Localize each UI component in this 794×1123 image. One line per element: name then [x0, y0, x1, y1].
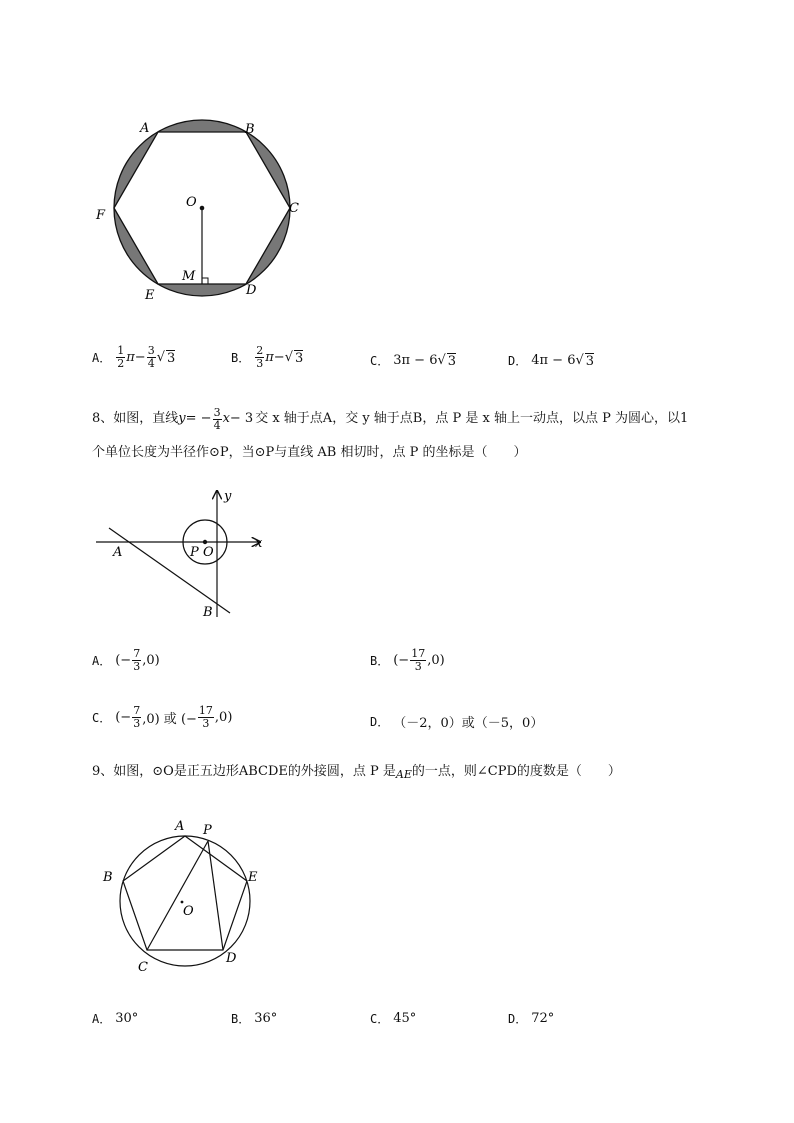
svg-text:D: D — [226, 951, 237, 966]
pentagon-circle-figure — [95, 810, 275, 975]
svg-text:x: x — [255, 536, 263, 551]
line-AB — [109, 528, 230, 613]
svg-text:O: O — [203, 545, 214, 560]
label-M: M — [182, 269, 196, 284]
label-C: C — [289, 201, 299, 216]
q7-option-c[interactable]: C． 3π − 6 √ 3 — [370, 353, 457, 369]
hexagon-circle-figure — [88, 115, 308, 310]
q8-option-c[interactable]: C． (− $\frac{7}{3}$ ,0) 或 (− $\frac{17}{3}$ ,0) — [92, 704, 233, 730]
svg-text:P: P — [203, 823, 212, 838]
svg-text:B: B — [103, 870, 113, 885]
q7-option-a[interactable]: A． $\frac{1}{2}$ π − $\frac{3}{4}$ √ 3 — [92, 344, 176, 370]
label-E: E — [145, 288, 155, 303]
svg-text:E: E — [248, 870, 258, 885]
label-D: D — [246, 283, 257, 298]
svg-text:O: O — [183, 904, 194, 919]
q7-option-b[interactable]: B． $\frac{2}{3}$ π − √ 3 — [231, 344, 304, 370]
q9-option-d[interactable]: D． 72° — [508, 1011, 555, 1026]
shaded-segments — [88, 115, 308, 310]
q7-option-d[interactable]: D． 4π − 6 √ 3 — [508, 353, 595, 369]
svg-text:y: y — [224, 489, 232, 504]
svg-text:A: A — [175, 819, 185, 834]
q8-option-b[interactable]: B． (− $\frac{17}{3}$ ,0) — [370, 647, 445, 673]
svg-text:P: P — [190, 545, 199, 560]
center-point — [200, 206, 205, 211]
tangent-line-figure — [90, 485, 280, 625]
label-A: A — [140, 121, 150, 136]
label-B: B — [245, 122, 255, 137]
svg-text:C: C — [138, 960, 148, 975]
label-F: F — [96, 208, 106, 223]
q8-stem-line1: 8、如图，直线 y = − $\frac{3}{4}$ x − 3 交 x 轴于点A，交 y 轴于点B，点 P 是 x 轴上一动点，以点 P 为圆心，以1 — [92, 405, 689, 432]
q8-option-d[interactable]: D． （－2，0）或（－5，0） — [370, 715, 544, 731]
q9-option-c[interactable]: C． 45° — [370, 1011, 417, 1026]
svg-text:B: B — [203, 605, 213, 620]
q8-stem-line2: 个单位长度为半径作⊙P，当⊙P与直线 AB 相切时，点 P 的坐标是（ ） — [92, 445, 527, 460]
circumcircle — [120, 836, 250, 966]
label-O: O — [186, 195, 197, 210]
q9-option-a[interactable]: A． 30° — [92, 1011, 139, 1026]
svg-text:A: A — [113, 545, 123, 560]
q9-option-b[interactable]: B． 36° — [231, 1011, 278, 1026]
q9-stem: 9、如图，⊙O是正五边形ABCDE的外接圆，点 P 是 AE 的一点，则∠CPD的度数是（ ） — [92, 764, 621, 781]
q8-option-a[interactable]: A． (− $\frac{7}{3}$ ,0) — [92, 647, 160, 673]
